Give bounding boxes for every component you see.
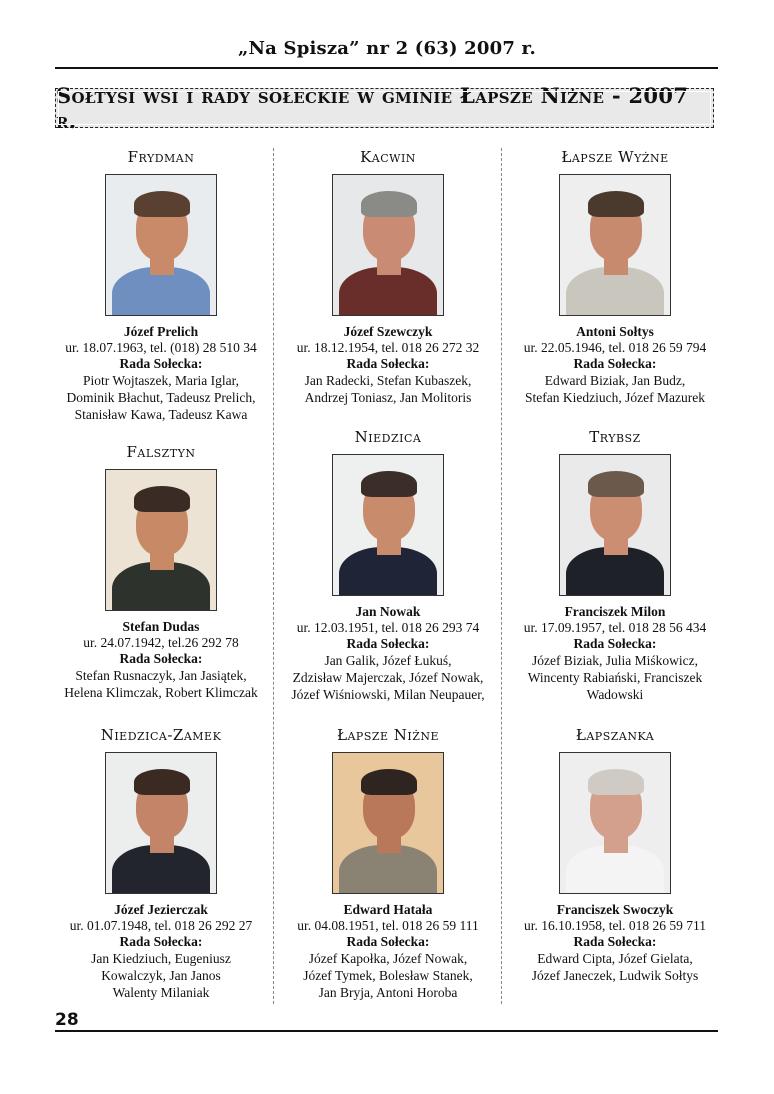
page-header: „Na Spisza” nr 2 (63) 2007 r. <box>237 38 537 59</box>
council-members-line: Kowalczyk, Jan Janos <box>101 968 221 983</box>
council-members-line: Andrzej Toniasz, Jan Molitoris <box>304 390 472 405</box>
portrait-photo <box>559 174 671 316</box>
council-label: Rada Sołecka: <box>346 356 430 371</box>
council-members-line: Józef Janeczek, Ludwik Sołtys <box>531 968 699 983</box>
entry-6 <box>502 428 728 703</box>
village-name: Niedzica-Zamek <box>100 726 222 744</box>
portrait-photo <box>559 454 671 596</box>
person-name: Antoni Sołtys <box>576 324 654 339</box>
entry-8 <box>275 726 501 1001</box>
council-label: Rada Sołecka: <box>346 934 430 949</box>
village-name: Kacwin <box>360 148 416 166</box>
village-name: Niedzica <box>354 428 422 446</box>
council-label: Rada Sołecka: <box>573 356 657 371</box>
council-members-line: Józef Kapołka, Józef Nowak, <box>308 951 468 966</box>
entry-5 <box>275 428 501 703</box>
birth-phone-info: ur. 24.07.1942, tel.26 292 78 <box>83 635 239 650</box>
portrait-photo <box>332 752 444 894</box>
council-label: Rada Sołecka: <box>119 356 203 371</box>
village-name: Łapsze Niżne <box>336 726 440 744</box>
portrait-photo <box>332 454 444 596</box>
person-name: Franciszek Milon <box>564 604 666 619</box>
title-box <box>55 83 714 133</box>
council-members-line: Jan Kiedziuch, Eugeniusz <box>91 951 231 966</box>
village-name: Łapszanka <box>575 726 655 744</box>
person-name: Józef Jezierczak <box>114 902 208 917</box>
birth-phone-info: ur. 18.07.1963, tel. (018) 28 510 34 <box>65 340 257 355</box>
footer-rule <box>55 1030 718 1032</box>
entry-2 <box>275 148 501 406</box>
header-rule <box>55 67 718 69</box>
birth-phone-info: ur. 16.10.1958, tel. 018 26 59 711 <box>523 918 707 933</box>
council-members-line: Zdzisław Majerczak, Józef Nowak, <box>292 670 484 685</box>
entry-3 <box>502 148 728 406</box>
council-members-line: Stanisław Kawa, Tadeusz Kawa <box>74 407 248 422</box>
council-label: Rada Sołecka: <box>119 934 203 949</box>
village-name: Falsztyn <box>126 443 196 461</box>
council-members-line: Helena Klimczak, Robert Klimczak <box>64 685 258 700</box>
entry-9 <box>502 726 728 984</box>
person-name: Józef Szewczyk <box>343 324 433 339</box>
council-members-line: Stefan Kiedziuch, Józef Mazurek <box>525 390 705 405</box>
person-name: Stefan Dudas <box>122 619 200 634</box>
council-members-line: Wincenty Rabiański, Franciszek <box>527 670 703 685</box>
entry-7 <box>48 726 274 1001</box>
entry-1 <box>48 148 274 423</box>
village-name: Trybsz <box>589 428 641 446</box>
council-members-line: Jan Bryja, Antoni Horoba <box>318 985 458 1000</box>
council-label: Rada Sołecka: <box>573 636 657 651</box>
village-name: Łapsze Wyżne <box>561 148 669 166</box>
birth-phone-info: ur. 18.12.1954, tel. 018 26 272 32 <box>296 340 480 355</box>
birth-phone-info: ur. 04.08.1951, tel. 018 26 59 111 <box>297 918 479 933</box>
council-members-line: Jan Galik, Józef Łukuś, <box>324 653 452 668</box>
council-members-line: Edward Cipta, Józef Gielata, <box>537 951 693 966</box>
birth-phone-info: ur. 22.05.1946, tel. 018 26 59 794 <box>523 340 707 355</box>
council-label: Rada Sołecka: <box>119 651 203 666</box>
portrait-photo <box>559 752 671 894</box>
page-number: 28 <box>55 1010 79 1030</box>
council-members-line: Józef Wiśniowski, Milan Neupauer, <box>291 687 485 702</box>
council-label: Rada Sołecka: <box>573 934 657 949</box>
portrait-photo <box>105 174 217 316</box>
person-name: Franciszek Swoczyk <box>556 902 674 917</box>
birth-phone-info: ur. 12.03.1951, tel. 018 26 293 74 <box>296 620 480 635</box>
council-members-line: Józef Biziak, Julia Miśkowicz, <box>531 653 699 668</box>
council-members-line: Edward Biziak, Jan Budz, <box>544 373 686 388</box>
portrait-photo <box>105 752 217 894</box>
council-members-line: Wadowski <box>586 687 644 702</box>
portrait-photo <box>105 469 217 611</box>
person-name: Jan Nowak <box>355 604 421 619</box>
page-title: Sołtysi wsi i rady sołeckie w gminie Łapsze Niżne - 2007 r. <box>56 83 689 133</box>
council-members-line: Stefan Rusnaczyk, Jan Jasiątek, <box>75 668 247 683</box>
person-name: Edward Hatała <box>343 902 433 917</box>
council-members-line: Józef Tymek, Bolesław Stanek, <box>303 968 473 983</box>
council-label: Rada Sołecka: <box>346 636 430 651</box>
village-name: Frydman <box>127 148 195 166</box>
birth-phone-info: ur. 01.07.1948, tel. 018 26 292 27 <box>69 918 253 933</box>
council-members-line: Piotr Wojtaszek, Maria Iglar, <box>83 373 239 388</box>
council-members-line: Jan Radecki, Stefan Kubaszek, <box>304 373 472 388</box>
person-name: Józef Prelich <box>123 324 199 339</box>
portrait-photo <box>332 174 444 316</box>
council-members-line: Walenty Milaniak <box>112 985 210 1000</box>
council-members-line: Dominik Błachut, Tadeusz Prelich, <box>66 390 256 405</box>
entry-4 <box>48 443 274 701</box>
birth-phone-info: ur. 17.09.1957, tel. 018 28 56 434 <box>523 620 707 635</box>
